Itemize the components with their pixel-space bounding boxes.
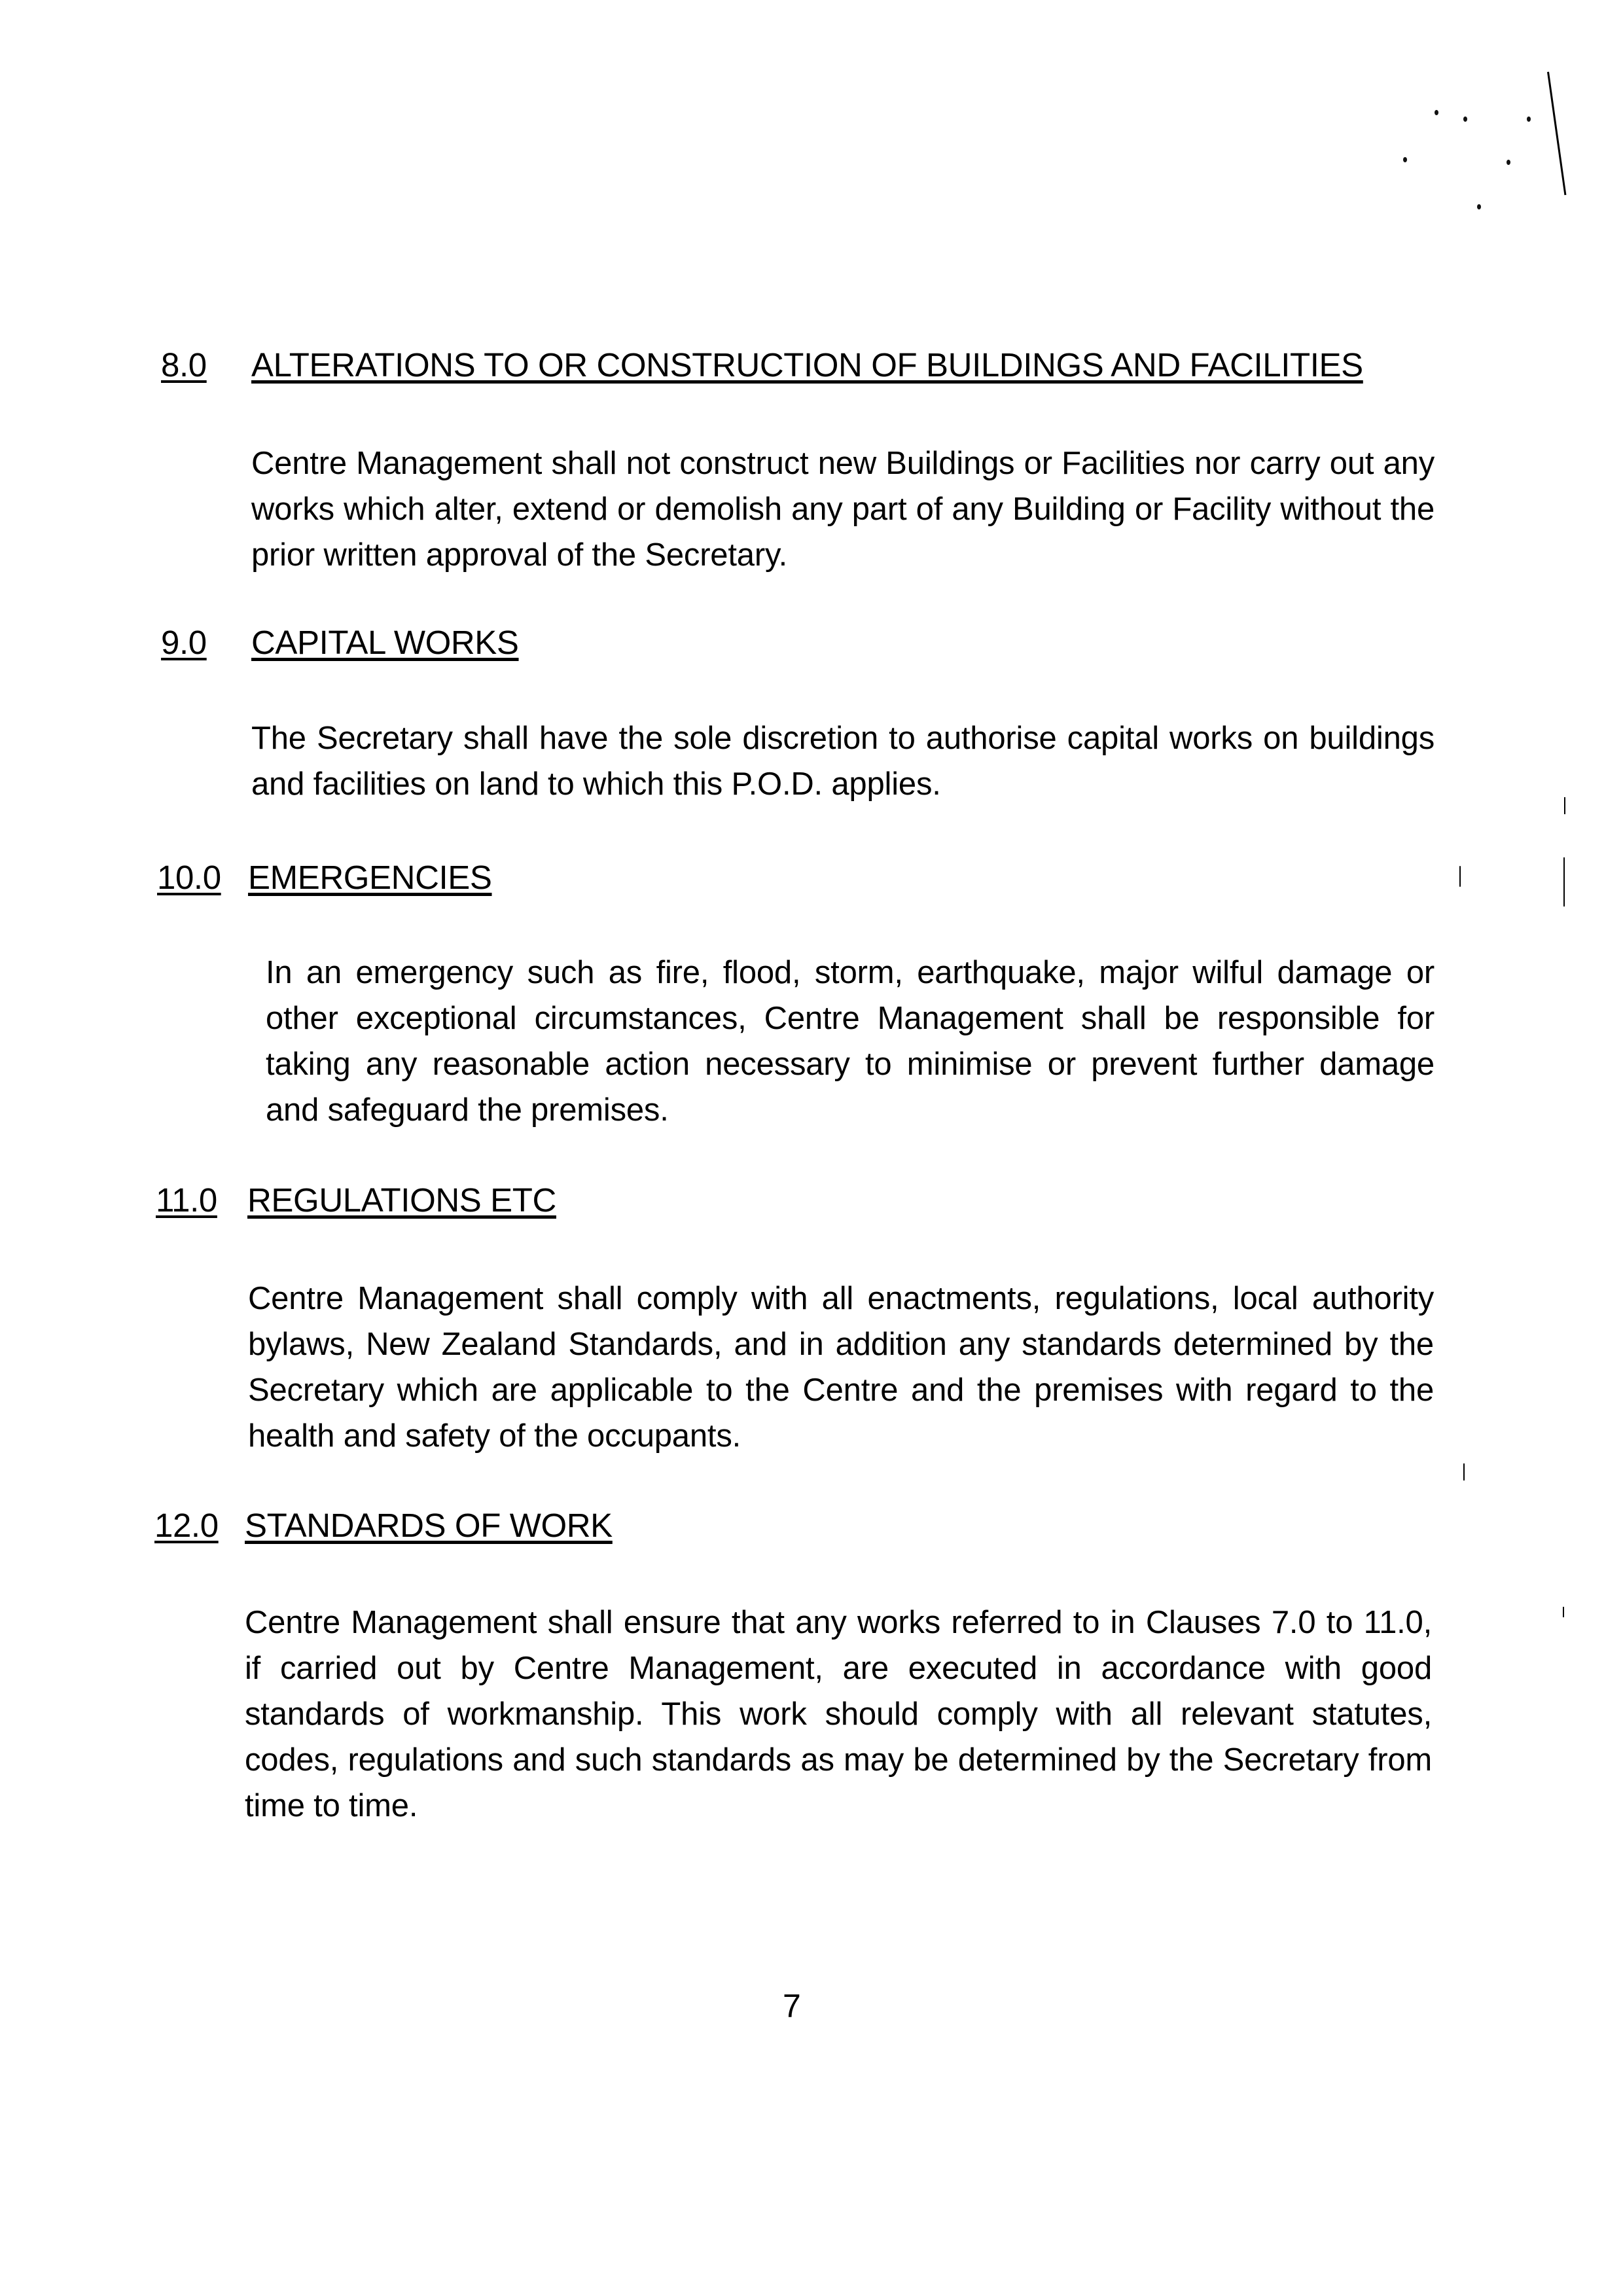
scan-streak bbox=[1563, 857, 1565, 906]
section-body bbox=[245, 1600, 1432, 1829]
section-number: 9.0 bbox=[161, 624, 207, 661]
section-title: REGULATIONS ETC bbox=[247, 1181, 556, 1219]
section-title: EMERGENCIES bbox=[248, 859, 492, 896]
body-line: In an emergency such as fire, flood, storm, earthquake, major wilful damage or bbox=[266, 955, 1435, 990]
body-line: works which alter, extend or demolish any part of any Building or Facility without the bbox=[251, 492, 1435, 527]
body-line: and safeguard the premises. bbox=[266, 1092, 669, 1128]
body-line: Centre Management shall ensure that any works referred to in Clauses 7.0 to 11.0, bbox=[245, 1605, 1432, 1640]
scan-dot bbox=[1527, 117, 1531, 122]
scan-streak bbox=[1563, 1607, 1564, 1617]
body-line: time to time. bbox=[245, 1788, 418, 1823]
section-body bbox=[248, 1276, 1434, 1459]
body-line: codes, regulations and such standards as may be determined by the Secretary from bbox=[245, 1742, 1432, 1778]
section-title: CAPITAL WORKS bbox=[251, 624, 519, 661]
scan-streak bbox=[1564, 797, 1565, 814]
section-number: 11.0 bbox=[156, 1181, 217, 1219]
section-number: 10.0 bbox=[157, 859, 221, 896]
scan-dot bbox=[1507, 160, 1510, 165]
body-line: if carried out by Centre Management, are executed in accordance with good bbox=[245, 1651, 1432, 1686]
body-line: other exceptional circumstances, Centre Management shall be responsible for bbox=[266, 1001, 1435, 1036]
body-line: Secretary which are applicable to the Centre and the premises with regard to the bbox=[248, 1372, 1434, 1408]
scan-paren bbox=[1459, 866, 1461, 887]
scan-dot bbox=[1463, 117, 1467, 122]
body-line: The Secretary shall have the sole discretion to authorise capital works on buildings bbox=[251, 721, 1435, 756]
section-title: ALTERATIONS TO OR CONSTRUCTION OF BUILDINGS AND FACILITIES bbox=[251, 346, 1363, 384]
section-title: STANDARDS OF WORK bbox=[245, 1507, 613, 1544]
section-body bbox=[251, 440, 1435, 578]
body-line: taking any reasonable action necessary to minimise or prevent further damage bbox=[266, 1047, 1435, 1082]
body-line: Centre Management shall not construct new Buildings or Facilities nor carry out any bbox=[251, 446, 1435, 481]
page-number: 7 bbox=[783, 1988, 801, 2024]
section-number: 8.0 bbox=[161, 346, 207, 384]
body-line: bylaws, New Zealand Standards, and in addition any standards determined by the bbox=[248, 1327, 1434, 1362]
scan-dot bbox=[1477, 204, 1481, 209]
body-line: health and safety of the occupants. bbox=[248, 1418, 741, 1454]
body-line: prior written approval of the Secretary. bbox=[251, 537, 788, 573]
scan-streak bbox=[1547, 72, 1566, 196]
section-number: 12.0 bbox=[154, 1507, 219, 1544]
scan-dot bbox=[1435, 110, 1438, 115]
scan-paren bbox=[1463, 1463, 1465, 1480]
body-line: standards of workmanship. This work should comply with all relevant statutes, bbox=[245, 1696, 1432, 1732]
body-line: Centre Management shall comply with all enactments, regulations, local authority bbox=[248, 1281, 1434, 1316]
scan-dot bbox=[1403, 157, 1407, 162]
section-body bbox=[251, 715, 1435, 807]
body-line: and facilities on land to which this P.O.D. applies. bbox=[251, 766, 941, 802]
section-body bbox=[266, 950, 1435, 1133]
